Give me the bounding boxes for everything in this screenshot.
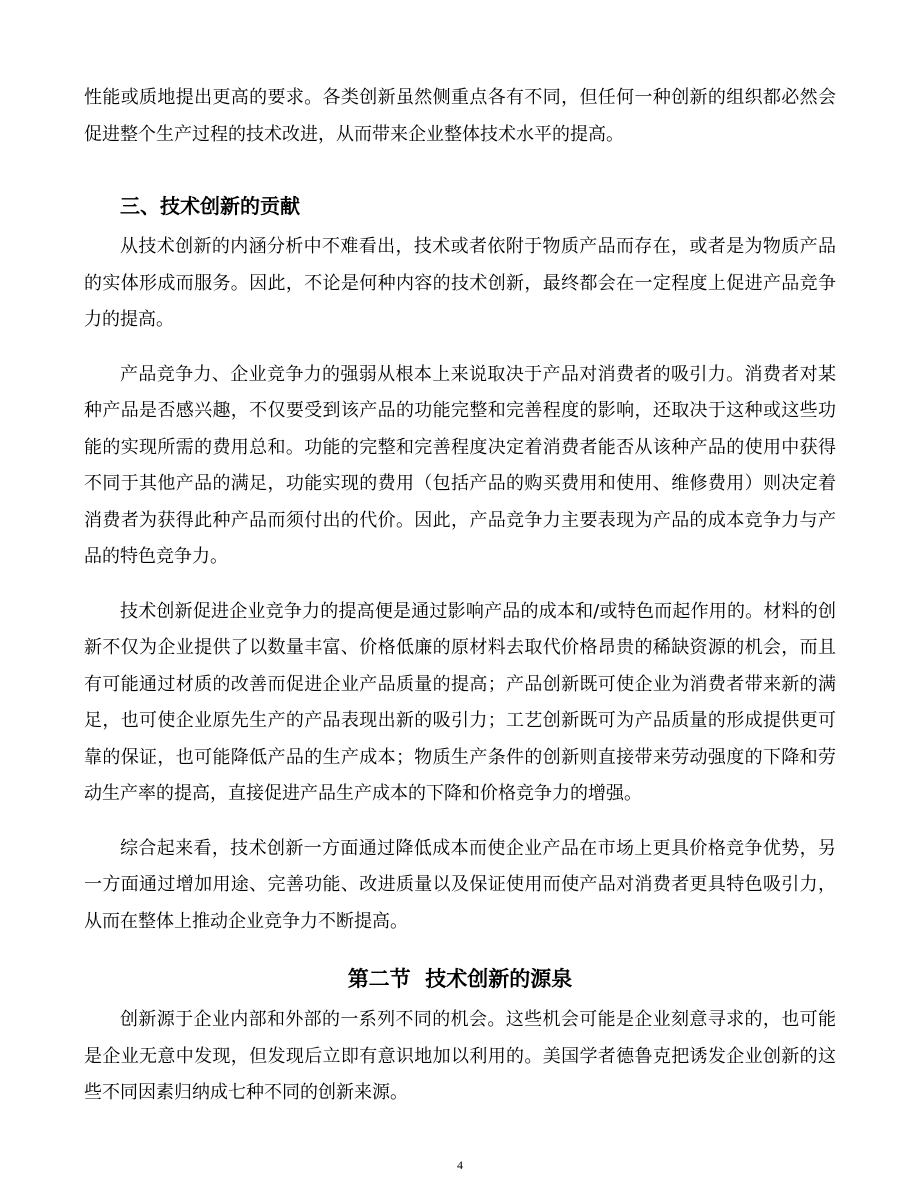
chapter-section-heading-sources: 第二节 技术创新的源泉 xyxy=(347,967,573,991)
page-number: 4 xyxy=(457,1158,463,1172)
paragraph-contribution-3: 技术创新促进企业竞争力的提高便是通过影响产品的成本和/或特色而起作用的。材料的创新不仅为企业提供了以数量丰富、价格低廉的原材料去取代价格昂贵的稀缺资源的机会，而且有可能通过材质的改善而促进企业产品质量的提高；产品创新既可使企业为消费者带来新的满足，也可使企业原先生产的产品表现出新的吸引力；工艺创新既可为产品质量的形成提供更可靠的保证，也可能降低产品的生产成本；物质生产条件的创新则直接带来劳动强度的下降和劳动生产率的提高，直接促进产品生产成本的下降和价格竞争力的增强。 xyxy=(84,600,836,804)
paragraph-contribution-4: 综合起来看，技术创新一方面通过降低成本而使企业产品在市场上更具价格竞争优势，另一方面通过增加用途、完善功能、改进质量以及保证使用而使产品对消费者更具特色吸引力，从而在整体上推动企业竞争力不断提高。 xyxy=(84,837,836,932)
paragraph-contribution-1: 从技术创新的内涵分析中不难看出，技术或者依附于物质产品而存在，或者是为物质产品的实体形成而服务。因此，不论是何种内容的技术创新，最终都会在一定程度上促进产品竞争力的提高。 xyxy=(84,236,836,330)
paragraph-sources-1: 创新源于企业内部和外部的一系列不同的机会。这些机会可能是企业刻意寻求的，也可能是企业无意中发现，但发现后立即有意识地加以利用的。美国学者德鲁克把诱发企业创新的这些不同因素归纳成七种不同的创新来源。 xyxy=(84,1009,836,1103)
page-body xyxy=(84,80,836,1112)
intro-paragraph: 性能或质地提出更高的要求。各类创新虽然侧重点各有不同，但任何一种创新的组织都必然会促进整个生产过程的技术改进，从而带来企业整体技术水平的提高。 xyxy=(84,87,836,145)
section-heading-contribution: 三、技术创新的贡献 xyxy=(120,194,300,218)
paragraph-contribution-2: 产品竞争力、企业竞争力的强弱从根本上来说取决于产品对消费者的吸引力。消费者对某种产品是否感兴趣，不仅要受到该产品的功能完整和完善程度的影响，还取决于这种或这些功能的实现所需的费用总和。功能的完整和完善程度决定着消费者能否从该种产品的使用中获得不同于其他产品的满足，功能实现的费用（包括产品的购买费用和使用、维修费用）则决定着消费者为获得此种产品而须付出的代价。因此，产品竞争力主要表现为产品的成本竞争力与产品的特色竞争力。 xyxy=(84,363,836,567)
